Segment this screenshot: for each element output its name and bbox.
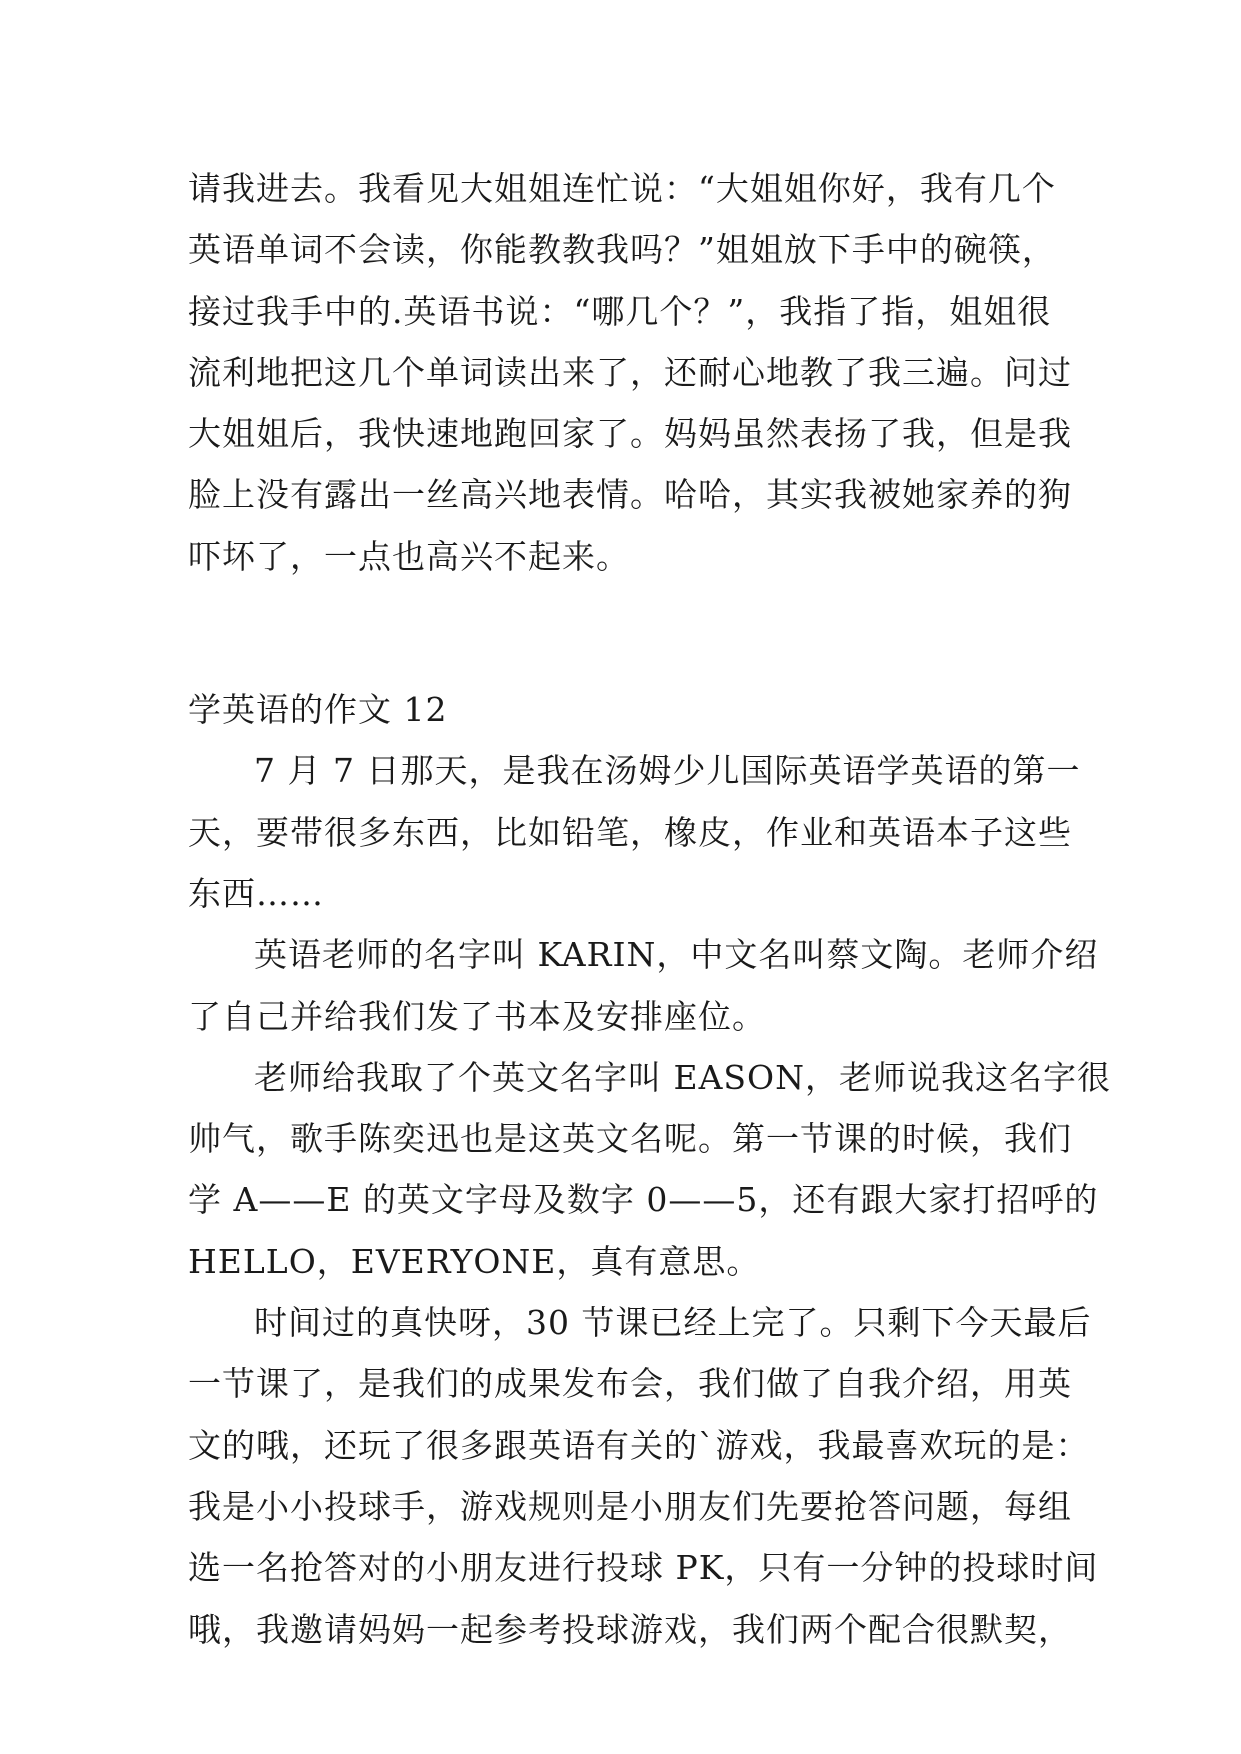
paragraph-4 [188,1292,1099,1660]
text-line: 我是小小投球手，游戏规则是小朋友们先要抢答问题，每组 [188,1486,1072,1526]
paragraph-2 [188,924,1099,1047]
text-line: 接过我手中的.英语书说：“哪几个？”，我指了指，姐姐很 [188,291,1052,331]
text-line: 英语单词不会读，你能教教我吗？”姐姐放下手中的碗筷， [188,230,1056,270]
section-title: 学英语的作文 12 [188,690,448,730]
text-line: 7 月 7 日那天，是我在汤姆少儿国际英语学英语的第一 [254,751,1081,791]
text-line: 英语老师的名字叫 KARIN，中文名叫蔡文陶。老师介绍 [254,935,1099,975]
text-line: HELLO，EVERYONE，真有意思。 [188,1241,761,1281]
text-line: 东西…… [188,873,324,913]
text-line: 学 A——E 的英文字母及数字 0——5，还有跟大家打招呼的 [188,1180,1099,1220]
text-line: 时间过的真快呀，30 节课已经上完了。只剩下今天最后 [254,1303,1092,1343]
paragraph-3 [188,1047,1111,1292]
text-line: 脸上没有露出一丝高兴地表情。哈哈，其实我被她家养的狗 [188,475,1072,515]
text-line: 哦，我邀请妈妈一起参考投球游戏，我们两个配合很默契， [188,1609,1072,1649]
text-line: 帅气，歌手陈奕迅也是这英文名呢。第一节课的时候，我们 [188,1119,1072,1159]
document-body [188,158,1111,1660]
text-line: 流利地把这几个单词读出来了，还耐心地教了我三遍。问过 [188,352,1072,392]
text-line: 吓坏了，一点也高兴不起来。 [188,536,630,576]
text-line: 文的哦，还玩了很多跟英语有关的`游戏，我最喜欢玩的是： [188,1425,1090,1465]
continuation-paragraph [188,158,1072,587]
text-line: 大姐姐后，我快速地跑回家了。妈妈虽然表扬了我，但是我 [188,414,1072,454]
text-line: 一节课了，是我们的成果发布会，我们做了自我介绍，用英 [188,1364,1072,1404]
text-line: 请我进去。我看见大姐姐连忙说：“大姐姐你好，我有几个 [188,169,1056,208]
text-line: 老师给我取了个英文名字叫 EASON，老师说我这名字很 [254,1057,1111,1097]
text-line: 选一名抢答对的小朋友进行投球 PK，只有一分钟的投球时间 [188,1548,1099,1588]
paragraph-1 [188,740,1081,924]
text-line: 天，要带很多东西，比如铅笔，橡皮，作业和英语本子这些 [188,812,1072,852]
section-spacer [188,587,1054,679]
text-line: 了自己并给我们发了书本及安排座位。 [188,996,766,1036]
